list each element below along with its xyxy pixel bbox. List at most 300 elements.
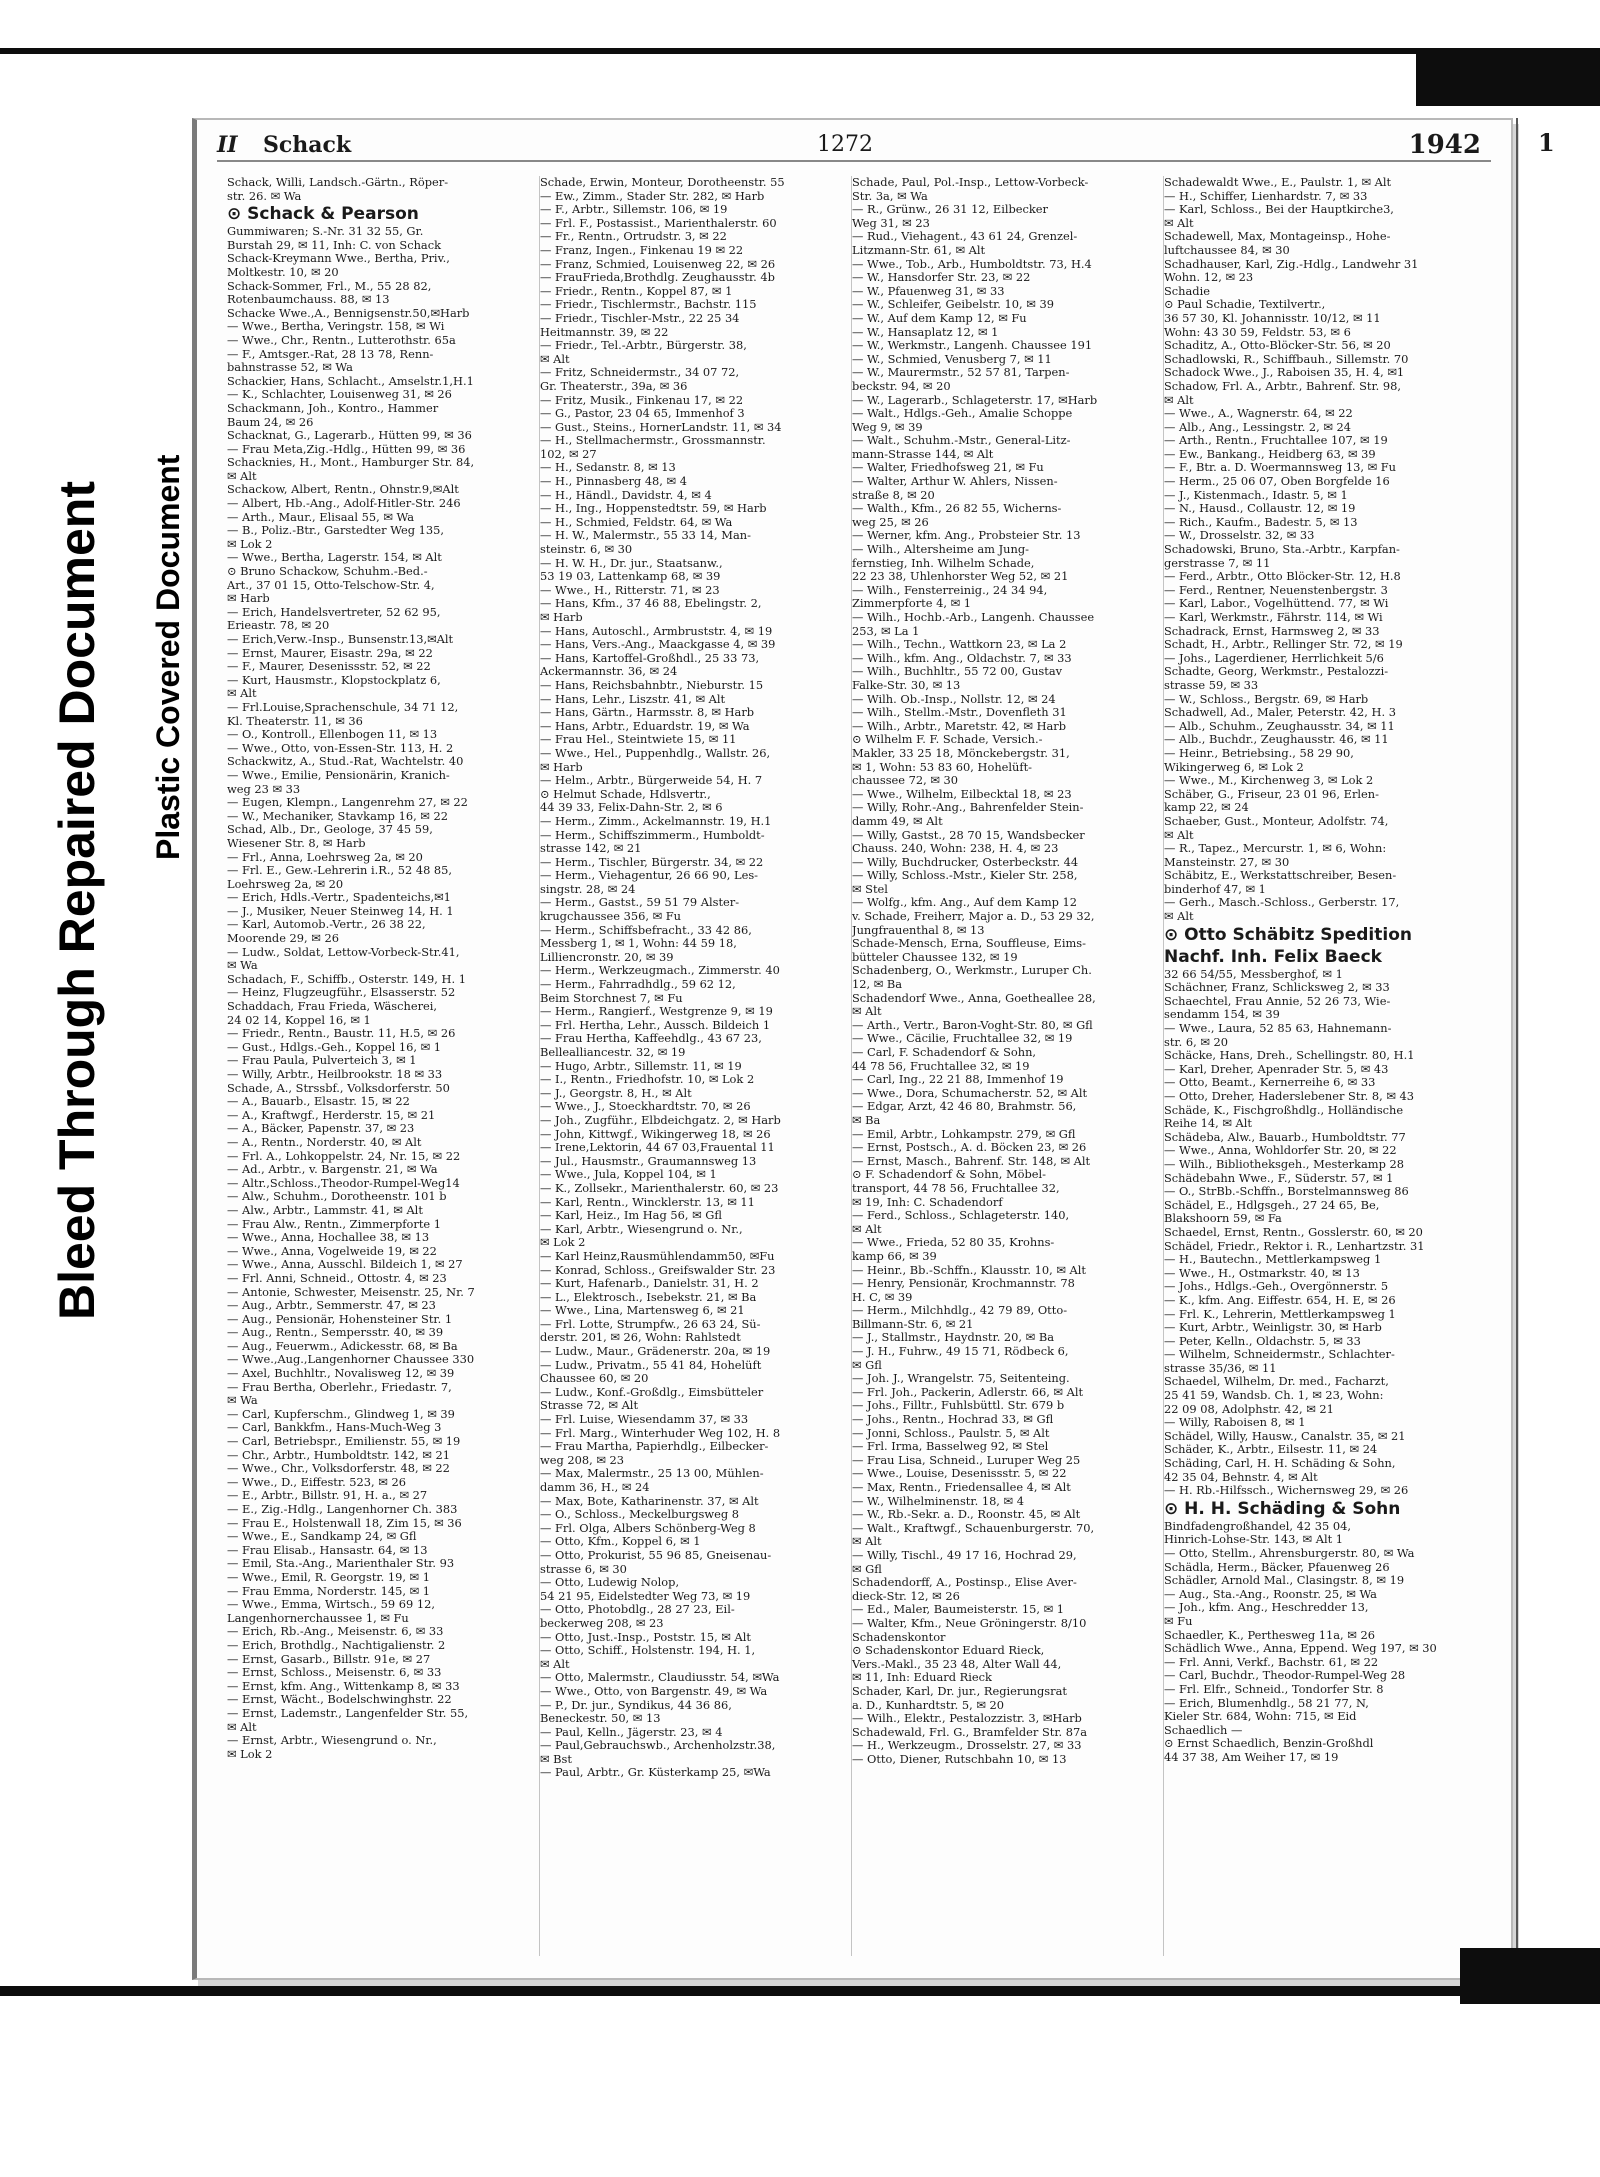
- entry-line: Beneckestr. 50, ✉ 13: [540, 1711, 661, 1726]
- entry-line: Schaeber, Gust., Monteur, Adolfstr. 74,: [1164, 813, 1389, 828]
- entry-line: — John, Kittwgf., Wikingerweg 18, ✉ 26: [540, 1126, 771, 1141]
- entry-line: — Wwe., E., Sandkamp 24, ✉ Gfl: [227, 1529, 417, 1544]
- entry-line: — W., Lagerarb., Schlageterstr. 17, ✉Harb: [852, 392, 1098, 407]
- entry-line: — O., Schloss., Meckelburgsweg 8: [540, 1507, 740, 1522]
- entry-line: ✉ Alt: [1164, 909, 1194, 924]
- entry-line: — Karl, Werkmstr., Fährstr. 114, ✉ Wi: [1164, 610, 1383, 624]
- entry-line: — Antonie, Schwester, Meisenstr. 25, Nr. 7: [227, 1284, 475, 1299]
- entry-line: — Aug., Sta.-Ang., Roonstr. 25, ✉ Wa: [1164, 1586, 1377, 1601]
- entry-line: — Ferd., Arbtr., Otto Blöcker-Str. 12, H.8: [1164, 569, 1401, 584]
- entry-line: — Ernst, Wächt., Bodelschwinghstr. 22: [227, 1692, 452, 1707]
- entry-line: beckstr. 94, ✉ 20: [852, 378, 951, 393]
- entry-line: Schackwitz, A., Stud.-Rat, Wachtelstr. 40: [227, 754, 464, 769]
- entry-line: ✉ Wa: [227, 958, 258, 973]
- entry-line: — R., Tapez., Mercurstr. 1, ✉ 6, Wohn:: [1164, 841, 1387, 856]
- entry-line: Schaedler, K., Perthesweg 11a, ✉ 26: [1164, 1627, 1375, 1642]
- entry-line: Schack, Willi, Landsch.-Gärtn., Röper-: [227, 176, 449, 189]
- entry-line: Schadock Wwe., J., Raboisen 35, H. 4, ✉1: [1164, 365, 1405, 380]
- entry-line: — Hans, Gärtn., Harmsstr. 8, ✉ Harb: [540, 705, 755, 720]
- entry-line: beckerweg 208, ✉ 23: [540, 1615, 664, 1630]
- entry-line: — K., Schlachter, Louisenweg 31, ✉ 26: [227, 387, 452, 402]
- entry-line: — Wilh., Stellm.-Mstr., Dovenfleth 31: [852, 705, 1067, 720]
- entry-line: — Hans, Reichsbahnbtr., Nieburstr. 15: [540, 677, 764, 692]
- entry-line: Jungfrauenthal 8, ✉ 13: [852, 922, 985, 937]
- entry-line: — Ludw., Maur., Grädenerstr. 20a, ✉ 19: [540, 1344, 771, 1359]
- entry-line: — Ernst, Maurer, Eisastr. 29a, ✉ 22: [227, 645, 433, 660]
- entry-line: — Herm., Tischler, Bürgerstr. 34, ✉ 22: [540, 854, 764, 869]
- entry-line: — Emil, Sta.-Ang., Marienthaler Str. 93: [227, 1556, 455, 1571]
- entry-line: ✉ Wa: [227, 1393, 258, 1408]
- entry-line: — Gust., Steins., HornerLandstr. 11, ✉ 34: [540, 419, 782, 434]
- entry-line: Schädel, Willy, Hausw., Canalstr. 35, ✉ 21: [1164, 1428, 1406, 1443]
- entry-line: — Frl. Anni, Schneid., Ottostr. 4, ✉ 23: [227, 1270, 447, 1285]
- entry-line: Schaedel, Ernst, Rentn., Gosslerstr. 60, ✉ 20: [1164, 1224, 1423, 1239]
- entry-line: strasse 6, ✉ 30: [540, 1561, 627, 1576]
- entry-line: — Herm., Rangierf., Westgrenze 9, ✉ 19: [540, 1004, 773, 1019]
- entry-line: — Wilh. Ob.-Insp., Nollstr. 12, ✉ 24: [852, 691, 1056, 706]
- entry-line: Rotenbaumchauss. 88, ✉ 13: [227, 292, 390, 307]
- entry-line: — Wwe., Laura, 52 85 63, Hahnemann-: [1164, 1021, 1392, 1036]
- entry-line: Schader, Karl, Dr. jur., Regierungsrat: [852, 1683, 1067, 1698]
- adjacent-page-number: 1: [1538, 128, 1555, 157]
- entry-line: 32 66 54/55, Messberghof, ✉ 1: [1164, 966, 1343, 981]
- entry-line: ✉ Alt: [852, 1534, 882, 1549]
- entry-line: v. Schade, Freiherr, Major a. D., 53 29 32,: [852, 909, 1095, 924]
- entry-line: — W., Wilhelminenstr. 18, ✉ 4: [852, 1493, 1024, 1508]
- entry-line: ✉ Alt: [227, 686, 257, 701]
- entry-line: bahnstrasse 52, ✉ Wa: [227, 360, 353, 375]
- entry-line: Schäbitz, E., Werkstattschreiber, Besen-: [1164, 868, 1397, 883]
- entry-line: ✉ 19, Inh: C. Schadendorf: [852, 1194, 1003, 1209]
- entry-line: — Karl Heinz,Rausmühlendamm50, ✉Fu: [540, 1248, 775, 1263]
- label-plastic-covered: Plastic Covered Document: [150, 454, 186, 860]
- entry-line: Baum 24, ✉ 26: [227, 414, 314, 429]
- entry-line: — Carl, Buchdr., Theodor-Rumpel-Weg 28: [1164, 1668, 1406, 1683]
- entry-line: — Wwe., Cäcilie, Fruchtallee 32, ✉ 19: [852, 1031, 1073, 1046]
- entry-line: ✉ Bst: [540, 1751, 572, 1766]
- entry-line: ⊙ Wilhelm F. F. Schade, Versich.-: [852, 732, 1043, 747]
- entry-line: ✉ Harb: [540, 610, 583, 624]
- entry-line: — Frl., Anna, Loehrsweg 2a, ✉ 20: [227, 849, 423, 864]
- entry-line: — E., Zig.-Hdlg., Langenhorner Ch. 383: [227, 1502, 458, 1516]
- entry-line: ✉ Alt: [227, 468, 257, 483]
- entry-line: — Frl. Marg., Winterhuder Weg 102, H. 8: [540, 1425, 781, 1440]
- guide-word: Schack: [263, 132, 352, 158]
- entry-line: — Erich,Verw.-Insp., Bunsenstr.13,✉Alt: [227, 632, 454, 646]
- entry-line: — Wolfg., kfm. Ang., Auf dem Kamp 12: [852, 895, 1078, 910]
- entry-line: — Walth., Kfm., 26 82 55, Wicherns-: [852, 501, 1062, 516]
- entry-line: — Aug., Feuerwm., Adickesstr. 68, ✉ Ba: [227, 1338, 458, 1353]
- entry-line: ✉ Alt: [852, 1004, 882, 1019]
- entry-line: 102, ✉ 27: [540, 446, 597, 461]
- entry-line: — Willy, Tischl., 49 17 16, Hochrad 29,: [852, 1547, 1077, 1562]
- entry-line: Bindfadengroßhandel, 42 35 04,: [1164, 1518, 1351, 1533]
- entry-line: — W., Auf dem Kamp 12, ✉ Fu: [852, 310, 1027, 325]
- entry-line: — Fritz, Schneidermstr., 34 07 72,: [540, 365, 740, 380]
- entry-line: — Karl, Schloss., Bei der Hauptkirche3,: [1164, 202, 1394, 217]
- entry-line: — Joh. J., Wrangelstr. 75, Seitenteing.: [852, 1371, 1070, 1386]
- entry-line: luftchaussee 84, ✉ 30: [1164, 242, 1290, 257]
- entry-line: Schadwell, Ad., Maler, Peterstr. 42, H. 3: [1164, 705, 1396, 720]
- entry-line: steinstr. 6, ✉ 30: [540, 542, 633, 557]
- entry-line: bütteler Chaussee 132, ✉ 19: [852, 949, 1018, 964]
- entry-line: — K., Zollsekr., Marienthalerstr. 60, ✉ 23: [540, 1180, 779, 1195]
- entry-line: — R., Grünw., 26 31 12, Eilbecker: [852, 202, 1048, 217]
- entry-line: — Frl. Hertha, Lehr., Aussch. Bildeich 1: [540, 1017, 771, 1032]
- entry-line: — Walt., Schuhm.-Mstr., General-Litz-: [852, 433, 1071, 448]
- entry-line: — W., Drosselstr. 32, ✉ 33: [1164, 528, 1315, 543]
- entry-line: — Axel, Buchhltr., Novalisweg 12, ✉ 39: [227, 1366, 455, 1381]
- entry-line: — Frl. F., Postassist., Marienthalerstr. 60: [540, 215, 777, 230]
- entry-line: — FrauFrieda,Brothdlg. Zeughausstr. 4b: [540, 270, 775, 285]
- entry-line: Schadach, F., Schiffb., Osterstr. 149, H. 1: [227, 971, 466, 986]
- entry-line: Makler, 33 25 18, Mönckebergstr. 31,: [852, 745, 1070, 760]
- entry-line: — Heinz, Flugzeugführ., Elsasserstr. 52: [227, 985, 456, 1000]
- entry-line: — Johs., Lagerdiener, Herrlichkeit 5/6: [1164, 650, 1384, 665]
- entry-line: — O., StrBb.-Schffn., Borstelmannsweg 86: [1164, 1184, 1409, 1199]
- entry-line: — Wwe., Hel., Puppenhdlg., Wallstr. 26,: [540, 745, 771, 760]
- entry-line: — Wilh., kfm. Ang., Oldachstr. 7, ✉ 33: [852, 650, 1072, 665]
- entry-line: — Ludw., Privatm., 55 41 84, Hohelüft: [540, 1357, 762, 1372]
- entry-line: Weg 31, ✉ 23: [852, 215, 930, 230]
- entry-line: Heitmannstr. 39, ✉ 22: [540, 324, 669, 339]
- entry-line: — Johs., Rentn., Hochrad 33, ✉ Gfl: [852, 1412, 1054, 1427]
- entry-line: Schaddach, Frau Frieda, Wäscherei,: [227, 999, 438, 1014]
- entry-line: — Frl. Lotte, Strumpfw., 26 63 24, Sü-: [540, 1316, 761, 1331]
- entry-line: — Kurt, Arbtr., Weinligstr. 30, ✉ Harb: [1164, 1320, 1382, 1335]
- entry-line: — H., Händl., Davidstr. 4, ✉ 4: [540, 487, 712, 502]
- entry-line: — Alw., Arbtr., Lammstr. 41, ✉ Alt: [227, 1202, 423, 1217]
- entry-line: — Walt., Kraftwgf., Schauenburgerstr. 70,: [852, 1520, 1095, 1535]
- entry-line: Bellealliancestr. 32, ✉ 19: [540, 1045, 686, 1059]
- entry-line: — Willy, Schloss.-Mstr., Kieler Str. 258,: [852, 868, 1078, 883]
- entry-line: transport, 44 78 56, Fruchtallee 32,: [852, 1180, 1060, 1195]
- entry-line: 12, ✉ Ba: [852, 977, 903, 992]
- entry-line: ⊙ H. H. Schäding & Sohn: [1164, 1498, 1401, 1519]
- entry-line: — W., Werkmstr., Langenh. Chaussee 191: [852, 338, 1093, 353]
- entry-line: — Frl. Olga, Albers Schönberg-Weg 8: [540, 1520, 756, 1535]
- entry-line: — Erich, Blumenhdlg., 58 21 77, N,: [1164, 1695, 1369, 1710]
- entry-line: Schade, Erwin, Monteur, Dorotheenstr. 55: [540, 176, 785, 189]
- entry-line: — Frau Lisa, Schneid., Luruper Weg 25: [852, 1452, 1081, 1467]
- entry-line: — Hans, Kfm., 37 46 88, Ebelingstr. 2,: [540, 596, 762, 611]
- entry-line: — Walter, Arthur W. Ahlers, Nissen-: [852, 474, 1058, 489]
- column-4: [1163, 176, 1464, 1956]
- entry-line: Schadewaldt Wwe., E., Paulstr. 1, ✉ Alt: [1164, 176, 1392, 189]
- page-header: [217, 130, 1491, 162]
- entry-line: Schacknies, H., Mont., Hamburger Str. 84,: [227, 455, 475, 470]
- entry-line: Schadrack, Ernst, Harmsweg 2, ✉ 33: [1164, 623, 1380, 638]
- entry-line: Burstah 29, ✉ 11, Inh: C. von Schack: [227, 237, 441, 252]
- entry-line: — Ew., Bankang., Heidberg 63, ✉ 39: [1164, 446, 1376, 461]
- entry-line: — J., Kistenmach., Idastr. 5, ✉ 1: [1164, 487, 1348, 502]
- entry-line: — Wilh., Buchhltr., 55 72 00, Gustav: [852, 664, 1063, 679]
- entry-line: — Ed., Maler, Baumeisterstr. 15, ✉ 1: [852, 1602, 1065, 1617]
- entry-line: — A., Rentn., Norderstr. 40, ✉ Alt: [227, 1134, 422, 1149]
- entry-line: — Carl, Bankkfm., Hans-Much-Weg 3: [227, 1420, 442, 1435]
- entry-line: singstr. 28, ✉ 24: [540, 881, 636, 896]
- entry-line: — Ferd., Schloss., Schlageterstr. 140,: [852, 1208, 1070, 1223]
- entry-line: Billmann-Str. 6, ✉ 21: [852, 1316, 974, 1331]
- entry-line: — W., Pfauenweg 31, ✉ 33: [852, 283, 1005, 298]
- entry-line: — Ernst, Gasarb., Billstr. 91e, ✉ 27: [227, 1651, 431, 1666]
- entry-line: Schadenskontor: [852, 1629, 946, 1644]
- entry-line: — Willy, Buchdrucker, Osterbeckstr. 44: [852, 854, 1079, 869]
- entry-line: Schade, Paul, Pol.-Insp., Lettow-Vorbeck-: [852, 176, 1089, 189]
- entry-line: — Fritz, Musik., Finkenau 17, ✉ 22: [540, 392, 744, 407]
- entry-line: a. D., Kunhardtstr. 5, ✉ 20: [852, 1697, 1004, 1712]
- entry-line: — H., Stellmachermstr., Grossmannstr.: [540, 433, 766, 448]
- entry-line: — Walter, Kfm., Neue Gröningerstr. 8/10: [852, 1615, 1087, 1630]
- entry-line: — Alb., Buchdr., Zeughausstr. 46, ✉ 11: [1164, 732, 1389, 747]
- entry-line: Schädel, E., Hdlgsgeh., 27 24 65, Be,: [1164, 1197, 1380, 1212]
- scan-border-bottom-right: [1460, 1948, 1600, 2004]
- adjacent-page-fragment: [1516, 118, 1600, 1976]
- entry-line: Schadewald, Frl. G., Bramfelder Str. 87a: [852, 1724, 1088, 1739]
- entry-line: Schad, Alb., Dr., Geologe, 37 45 59,: [227, 822, 433, 837]
- entry-line: — Otto, Kfm., Koppel 6, ✉ 1: [540, 1534, 701, 1549]
- entry-line: fernstieg, Inh. Wilhelm Schade,: [852, 555, 1035, 570]
- entry-line: — Ludw., Soldat, Lettow-Vorbeck-Str.41,: [227, 944, 460, 959]
- entry-line: Gummiwaren; S.-Nr. 31 32 55, Gr.: [227, 224, 424, 239]
- entry-line: — Wwe., H., Ostmarkstr. 40, ✉ 13: [1164, 1265, 1360, 1280]
- entry-line: — Hans, Arbtr., Eduardstr. 19, ✉ Wa: [540, 718, 750, 733]
- entry-line: — Frl. Luise, Wiesendamm 37, ✉ 33: [540, 1412, 749, 1427]
- entry-line: — Wwe., M., Kirchenweg 3, ✉ Lok 2: [1164, 773, 1374, 788]
- entry-line: — Otto, Dreher, Haderslebener Str. 8, ✉ 43: [1164, 1089, 1415, 1103]
- entry-line: — Wwe., Jula, Koppel 104, ✉ 1: [540, 1167, 717, 1182]
- entry-line: gerstrasse 7, ✉ 11: [1164, 555, 1271, 570]
- entry-line: — E., Arbtr., Billstr. 91, H. a., ✉ 27: [227, 1488, 428, 1503]
- entry-line: Schaedlich —: [1164, 1722, 1243, 1737]
- entry-line: Gr. Theaterstr., 39a, ✉ 36: [540, 378, 688, 393]
- entry-line: — F., Maurer, Desenissstr. 52, ✉ 22: [227, 659, 431, 674]
- entry-line: — Walt., Hdlgs.-Geh., Amalie Schoppe: [852, 406, 1073, 421]
- entry-line: ⊙ Ernst Schaedlich, Benzin-Großhdl: [1164, 1736, 1374, 1751]
- entry-line: 22 23 38, Uhlenhorster Weg 52, ✉ 21: [852, 569, 1069, 584]
- entry-line: Schacke Wwe.,A., Bennigsenstr.50,✉Harb: [227, 305, 470, 320]
- entry-line: 54 21 95, Eidelstedter Weg 73, ✉ 19: [540, 1588, 751, 1603]
- columns: [227, 176, 1475, 1956]
- entry-line: — Wilhelm, Schneidermstr., Schlachter-: [1164, 1347, 1395, 1362]
- entry-line: — Wilh., Elektr., Pestalozzistr. 3, ✉Harb: [852, 1711, 1082, 1726]
- entry-line: Schack-Kreymann Wwe., Bertha, Priv.,: [227, 251, 450, 266]
- entry-line: ✉ 11, Inh: Eduard Rieck: [852, 1670, 992, 1685]
- entry-line: Litzmann-Str. 61, ✉ Alt: [852, 242, 986, 257]
- entry-line: — Erich, Hdls.-Vertr., Spadenteichs,✉1: [227, 890, 451, 905]
- entry-line: — Carl, Kupferschm., Glindweg 1, ✉ 39: [227, 1406, 455, 1421]
- entry-line: Schäcke, Hans, Dreh., Schellingstr. 80, H.1: [1164, 1048, 1415, 1063]
- entry-line: — H., Bautechn., Mettlerkampsweg 1: [1164, 1252, 1382, 1267]
- entry-line: — Herm., Schiffszimmerm., Humboldt-: [540, 827, 765, 842]
- entry-line: ⊙ Paul Schadie, Textilvertr.,: [1164, 297, 1326, 312]
- entry-line: ✉ Lok 2: [227, 1746, 273, 1761]
- entry-line: straße 8, ✉ 20: [852, 487, 935, 502]
- entry-line: Schadewell, Max, Montageinsp., Hohe-: [1164, 229, 1391, 244]
- entry-line: — Henry, Pensionär, Krochmannstr. 78: [852, 1276, 1075, 1291]
- entry-line: Schadenberg, O., Werkmstr., Luruper Ch.: [852, 963, 1092, 978]
- entry-line: Blakshoorn 59, ✉ Fa: [1164, 1211, 1282, 1226]
- entry-line: — A., Kraftwgf., Herderstr. 15, ✉ 21: [227, 1107, 436, 1122]
- entry-line: Schäding, Carl, H. H. Schäding & Sohn,: [1164, 1456, 1396, 1471]
- entry-line: ✉ Gfl: [852, 1357, 882, 1372]
- entry-line: — Otto, Stellm., Ahrensburgerstr. 80, ✉ Wa: [1164, 1546, 1415, 1560]
- entry-line: Schadlowski, R., Schiffbauh., Sillemstr. 70: [1164, 351, 1409, 366]
- entry-line: ⊙ Schadenskontor Eduard Rieck,: [852, 1643, 1045, 1658]
- entry-line: — Ernst, Schloss., Meisenstr. 6, ✉ 33: [227, 1665, 442, 1680]
- entry-line: — Wwe., Emil, R. Georgstr. 19, ✉ 1: [227, 1569, 430, 1584]
- entry-line: 24 02 14, Koppel 16, ✉ 1: [227, 1012, 371, 1027]
- entry-line: ✉ Harb: [540, 759, 583, 774]
- entry-line: Zimmerpforte 4, ✉ 1: [852, 596, 971, 611]
- entry-line: Reihe 14, ✉ Alt: [1164, 1116, 1253, 1131]
- entry-line: mann-Strasse 144, ✉ Alt: [852, 446, 994, 461]
- entry-line: — Frau Martha, Papierhdlg., Eilbecker-: [540, 1439, 769, 1454]
- entry-line: — Otto, Prokurist, 55 96 85, Gneisenau-: [540, 1547, 772, 1562]
- entry-line: Weg 9, ✉ 39: [852, 419, 923, 434]
- entry-line: — J. H., Fuhrw., 49 15 71, Rödbeck 6,: [852, 1344, 1069, 1359]
- entry-line: — Herm., Viehagentur, 26 66 90, Les-: [540, 868, 759, 883]
- entry-line: — Otto, Malermstr., Claudiusstr. 54, ✉Wa: [540, 1670, 780, 1685]
- entry-line: Schadowski, Bruno, Sta.-Arbtr., Karpfan-: [1164, 542, 1400, 557]
- label-bleed-through: Bleed Through Repaired Document: [49, 481, 105, 1320]
- entry-line: Schäde, K., Fischgroßhdlg., Holländische: [1164, 1102, 1404, 1117]
- entry-line: — Johs., Filltr., Fuhlsbüttl. Str. 679 b: [852, 1398, 1065, 1413]
- entry-line: — Max, Bote, Katharinenstr. 37, ✉ Alt: [540, 1493, 759, 1508]
- entry-line: — Karl, Labor., Vogelhüttend. 77, ✉ Wi: [1164, 596, 1389, 611]
- entry-line: — Wwe., Anna, Ausschl. Bildeich 1, ✉ 27: [227, 1257, 463, 1272]
- entry-line: — Wwe., D., Eiffestr. 523, ✉ 26: [227, 1474, 406, 1489]
- entry-line: Schadow, Frl. A., Arbtr., Bahrenf. Str. 98,: [1164, 378, 1402, 393]
- entry-line: — Wilh., Arbtr., Maretstr. 42, ✉ Harb: [852, 718, 1067, 733]
- entry-line: sendamm 154, ✉ 39: [1164, 1007, 1280, 1022]
- entry-line: — Carl, Betriebspr., Emilienstr. 55, ✉ 19: [227, 1434, 461, 1449]
- entry-line: — Wwe., Chr., Rentn., Lutterothstr. 65a: [227, 332, 456, 347]
- entry-line: Kieler Str. 684, Wohn: 715, ✉ Eid: [1164, 1709, 1357, 1724]
- entry-line: Wohn. 12, ✉ 23: [1164, 270, 1254, 285]
- entry-line: — Karl, Rentn., Wincklerstr. 13, ✉ 11: [540, 1194, 755, 1209]
- entry-line: Schadendorff, A., Postinsp., Elise Aver-: [852, 1575, 1077, 1590]
- entry-line: — Arth., Maur., Elisaal 55, ✉ Wa: [227, 509, 415, 524]
- entry-line: — Friedr., Tischlermstr., Bachstr. 115: [540, 297, 757, 312]
- entry-line: — Gust., Hdlgs.-Geh., Koppel 16, ✉ 1: [227, 1039, 442, 1054]
- entry-line: ✉ Ba: [852, 1112, 881, 1127]
- entry-line: — Wwe., Chr., Volksdorferstr. 48, ✉ 22: [227, 1461, 450, 1476]
- entry-line: — Carl, F. Schadendorf & Sohn,: [852, 1045, 1037, 1059]
- entry-line: Schädeba, Alw., Bauarb., Humboldtstr. 77: [1164, 1129, 1406, 1144]
- entry-line: — Wilh., Bibliotheksgeh., Mesterkamp 28: [1164, 1156, 1404, 1171]
- entry-line: — J., Musiker, Neuer Steinweg 14, H. 1: [227, 903, 454, 918]
- entry-line: Schädlich Wwe., Anna, Eppend. Weg 197, ✉ 30: [1164, 1641, 1437, 1656]
- entry-line: Schack-Sommer, Frl., M., 55 28 82,: [227, 278, 432, 293]
- entry-line: Moltkestr. 10, ✉ 20: [227, 264, 339, 279]
- section-number: II: [217, 132, 238, 158]
- entry-line: Schade, A., Strssbf., Volksdorferstr. 50: [227, 1080, 450, 1095]
- entry-line: — Alb., Ang., Lessingstr. 2, ✉ 24: [1164, 419, 1352, 434]
- entry-line: — Frau Elisab., Hansastr. 64, ✉ 13: [227, 1542, 428, 1557]
- page-number: 1272: [817, 132, 873, 157]
- entry-line: — I., Rentn., Friedhofstr. 10, ✉ Lok 2: [540, 1072, 755, 1087]
- entry-line: — J., Georgstr. 8, H., ✉ Alt: [540, 1085, 692, 1100]
- entry-line: — Willy, Rohr.-Ang., Bahrenfelder Stein-: [852, 800, 1084, 815]
- entry-line: — Karl, Automob.-Vertr., 26 38 22,: [227, 917, 426, 932]
- entry-line: Erieastr. 78, ✉ 20: [227, 618, 330, 633]
- entry-line: — Otto, Photobdlg., 28 27 23, Eil-: [540, 1602, 735, 1617]
- entry-line: 22 09 08, Adolphstr. 42, ✉ 21: [1164, 1401, 1334, 1416]
- entry-line: — Herm., Fahrradhdlg., 59 62 12,: [540, 977, 736, 992]
- entry-line: — H. W., Malermstr., 55 33 14, Man-: [540, 528, 751, 543]
- entry-line: H. C, ✉ 39: [852, 1289, 913, 1304]
- entry-line: — Willy, Raboisen 8, ✉ 1: [1164, 1415, 1306, 1430]
- entry-line: — Frl. Irma, Basselweg 92, ✉ Stel: [852, 1439, 1049, 1454]
- entry-line: — Joh., kfm. Ang., Heschredder 13,: [1164, 1600, 1369, 1615]
- scan-border-bottom: [0, 1986, 1580, 1996]
- entry-line: Schackmann, Joh., Kontro., Hammer: [227, 400, 439, 415]
- entry-line: — Frau E., Holstenwall 18, Zim 15, ✉ 36: [227, 1515, 462, 1530]
- entry-line: str. 26. ✉ Wa: [227, 188, 302, 203]
- entry-line: — Wwe., Wilhelm, Eilbecktal 18, ✉ 23: [852, 786, 1072, 801]
- entry-line: kamp 22, ✉ 24: [1164, 800, 1249, 815]
- entry-line: — Herm., Werkzeugmach., Zimmerstr. 40: [540, 963, 780, 978]
- entry-line: — H., Schiffer, Lienhardstr. 7, ✉ 33: [1164, 188, 1368, 203]
- entry-line: — Herm., Gastst., 59 51 79 Alster-: [540, 895, 740, 910]
- entry-line: — Ernst, Masch., Bahrenf. Str. 148, ✉ Alt: [852, 1153, 1091, 1168]
- entry-line: Schacknat, G., Lagerarb., Hütten 99, ✉ 36: [227, 428, 472, 443]
- entry-line: — Ew., Zimm., Stader Str. 282, ✉ Harb: [540, 188, 765, 203]
- entry-line: — Frau Hel., Steintwiete 15, ✉ 11: [540, 732, 737, 747]
- entry-line: — Wwe., Louise, Desenissstr. 5, ✉ 22: [852, 1466, 1067, 1481]
- entry-line: — Frl. Anni, Verkf., Bachstr. 61, ✉ 22: [1164, 1654, 1379, 1669]
- entry-line: Art., 37 01 15, Otto-Telschow-Str. 4,: [227, 577, 435, 592]
- entry-line: 44 37 38, Am Weiher 17, ✉ 19: [1164, 1749, 1339, 1764]
- entry-line: — W., Maurermstr., 52 57 81, Tarpen-: [852, 365, 1070, 380]
- entry-line: — Willy, Arbtr., Heilbrookstr. 18 ✉ 33: [227, 1067, 443, 1081]
- entry-line: — Otto, Just.-Insp., Poststr. 15, ✉ Alt: [540, 1629, 751, 1644]
- entry-line: 36 57 30, Kl. Johannisstr. 10/12, ✉ 11: [1164, 310, 1381, 325]
- entry-line: weg 25, ✉ 26: [852, 514, 929, 529]
- entry-line: — Alw., Schuhm., Dorotheenstr. 101 b: [227, 1189, 447, 1204]
- entry-line: ✉ 1, Wohn: 53 83 60, Hohelüft-: [852, 759, 1033, 774]
- entry-line: ✉ Fu: [1164, 1613, 1193, 1628]
- entry-line: — Willy, Gastst., 28 70 15, Wandsbecker: [852, 827, 1085, 842]
- entry-line: — Wwe., Frieda, 52 80 35, Krohns-: [852, 1235, 1055, 1250]
- entry-line: — Herm., Schiffsbefracht., 33 42 86,: [540, 922, 752, 937]
- entry-line: — K., kfm. Ang. Eiffestr. 654, H. E, ✉ 26: [1164, 1292, 1396, 1307]
- entry-line: Loehrsweg 2a, ✉ 20: [227, 876, 344, 891]
- entry-line: — Aug., Pensionär, Hohensteiner Str. 1: [227, 1311, 453, 1326]
- entry-line: Falke-Str. 30, ✉ 13: [852, 677, 961, 692]
- entry-line: — Kurt, Hafenarb., Danielstr. 31, H. 2: [540, 1276, 759, 1291]
- entry-line: Langenhornerchaussee 1, ✉ Fu: [227, 1610, 409, 1625]
- entry-line: krugchaussee 356, ✉ Fu: [540, 909, 681, 924]
- entry-line: — Otto, Diener, Rutschbahn 10, ✉ 13: [852, 1751, 1067, 1766]
- entry-line: — Wwe., J., Stoeckhardtstr. 70, ✉ 26: [540, 1099, 751, 1114]
- entry-line: ⊙ Schack & Pearson: [227, 204, 419, 225]
- entry-line: dieck-Str. 12, ✉ 26: [852, 1588, 960, 1603]
- entry-line: — Paul,Gebrauchswb., Archenholzstr.38,: [540, 1738, 776, 1753]
- entry-line: Ackermannstr. 36, ✉ 24: [540, 664, 678, 679]
- entry-line: — Ernst, Lademstr., Langenfelder Str. 55,: [227, 1705, 469, 1720]
- entry-line: — Paul, Arbtr., Gr. Küsterkamp 25, ✉Wa: [540, 1765, 771, 1780]
- entry-line: — Karl, Arbtr., Wiesengrund o. Nr.,: [540, 1221, 743, 1236]
- entry-line: — Wwe., Emilie, Pensionärin, Kranich-: [227, 767, 450, 782]
- entry-line: — Aug., Arbtr., Semmerstr. 47, ✉ 23: [227, 1298, 436, 1313]
- entry-line: — Emil, Arbtr., Lohkampstr. 279, ✉ Gfl: [852, 1126, 1076, 1141]
- entry-line: strasse 35/36, ✉ 11: [1164, 1360, 1277, 1375]
- entry-line: — W., Schloss., Bergstr. 69, ✉ Harb: [1164, 691, 1369, 706]
- entry-line: kamp 66, ✉ 39: [852, 1248, 937, 1263]
- entry-line: Schädler, Arnold Mal., Clasingstr. 8, ✉ 19: [1164, 1573, 1405, 1588]
